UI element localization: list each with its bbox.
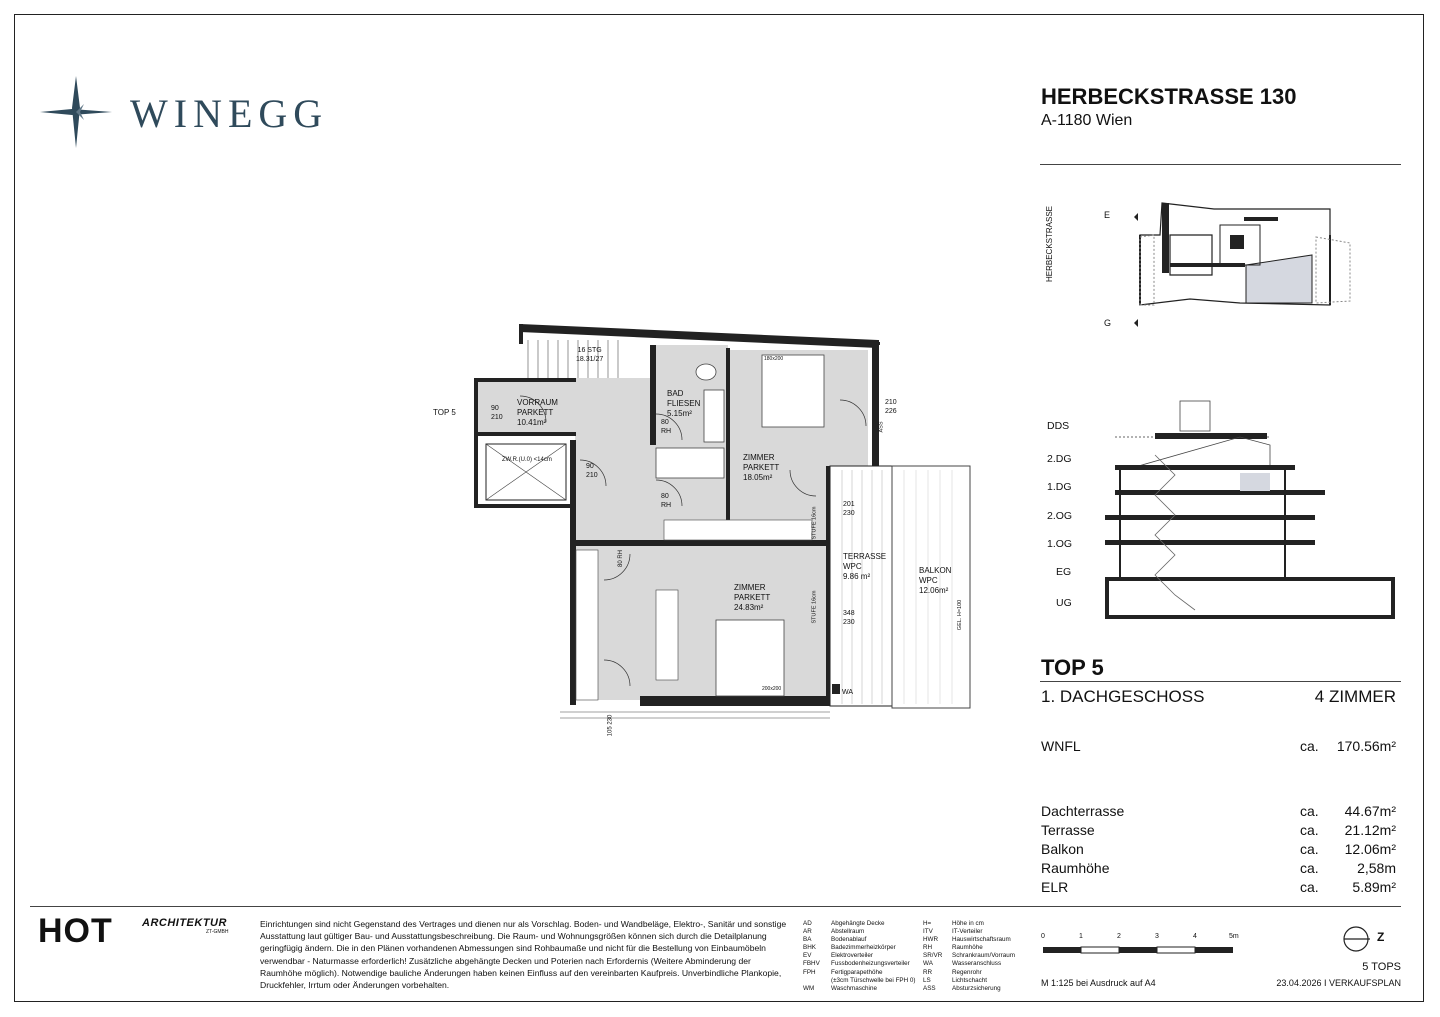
abbr-code: RR: [923, 968, 933, 976]
scale-tick: 1: [1079, 933, 1083, 940]
area-ca: ca.: [1300, 822, 1319, 838]
abbr-desc: Bodenablauf: [831, 936, 867, 944]
north-label: Z: [1377, 930, 1385, 944]
dim-height: 230: [607, 714, 614, 725]
area-ca: ca.: [1300, 841, 1319, 857]
abbr-code: EV: [803, 952, 812, 960]
abbr-left-desc: [831, 920, 916, 993]
abbr-desc: Abgehängte Decke: [831, 920, 885, 927]
scale-bar: [1040, 943, 1240, 957]
area-label: Balkon: [1041, 841, 1084, 857]
unit-divider: [1040, 681, 1401, 682]
abbr-code: WM: [803, 984, 815, 992]
abbr-desc: Raumhöhe: [952, 944, 983, 952]
scale-tick: 3: [1155, 933, 1159, 940]
unit-title: TOP 5: [1041, 655, 1104, 680]
architect-logo-sub2: ZT-GMBH: [206, 929, 229, 935]
dim-height: RH: [618, 549, 625, 559]
scale-tick: 2: [1117, 933, 1121, 940]
room-floor: WPC: [919, 576, 938, 585]
dim-height: 230: [843, 619, 855, 626]
area-value: 5.89m²: [1352, 879, 1396, 895]
abbr-desc: Wasseranschluss: [952, 960, 1002, 968]
brand-logo-text: WINEGG: [130, 91, 329, 136]
stair-dim: 18.31/27: [576, 356, 604, 363]
abbr-desc: Lichtschacht: [952, 976, 988, 984]
site-mark-g: G: [1104, 318, 1112, 328]
wa-label: WA: [842, 689, 854, 696]
room-name: BALKON: [919, 566, 952, 575]
building-section: [1095, 395, 1405, 625]
room-floor: PARKETT: [734, 593, 771, 602]
abbr-desc: IT-Verteiler: [952, 928, 983, 936]
dim-height: 230: [843, 510, 855, 517]
room-area: 9.86 m²: [843, 572, 871, 581]
level-2dg: 2.DG: [1047, 453, 1072, 465]
abbr-code: [803, 977, 820, 985]
area-label: ELR: [1041, 879, 1069, 895]
plan-top-tag: TOP 5: [433, 408, 456, 417]
area-ca: ca.: [1300, 860, 1319, 876]
stufe-label: STUFE 16cm: [811, 590, 818, 624]
stair-count: 16 STG: [577, 347, 602, 354]
room-name: ZIMMER: [734, 583, 766, 592]
tops-count: 5 TOPS: [1362, 961, 1401, 973]
abbr-code: FBHV: [803, 960, 820, 968]
abbr-code: WA: [923, 960, 933, 968]
area-row: [1041, 822, 1396, 840]
level-dds: DDS: [1047, 420, 1070, 432]
dim-width: 80: [618, 560, 625, 568]
architect-logo-sub: ARCHITEKTUR: [142, 917, 227, 929]
dim-height: 210: [491, 414, 503, 421]
dim-height: 210: [586, 472, 598, 479]
abbr-desc: Absturzsicherung: [952, 984, 1001, 992]
abbr-desc: Regenrohr: [952, 968, 982, 976]
level-eg: EG: [1056, 566, 1072, 578]
footer-divider: [30, 906, 1401, 907]
area-value: 21.12m²: [1344, 822, 1396, 838]
gel-label: GEL. H=100: [957, 599, 964, 631]
address-street: HERBECKSTRASSE 130: [1041, 84, 1297, 109]
dim-height: RH: [661, 502, 672, 509]
abbr-code: ITV: [923, 928, 933, 936]
area-label: Terrasse: [1041, 822, 1095, 838]
abbr-desc: (±3cm Türschwelle bei FPH 0): [831, 976, 916, 984]
site-mark-e: E: [1104, 210, 1111, 220]
abbr-desc: Elektroverteiler: [831, 952, 873, 960]
abbr-code: H=: [923, 920, 932, 927]
abbr-desc: Fussbodenheizungsverteiler: [831, 960, 910, 968]
unit-rooms: 4 ZIMMER: [1314, 687, 1396, 706]
room-area: 12.06m²: [919, 586, 949, 595]
room-vorraum: [517, 398, 558, 428]
dim-door: [661, 418, 671, 436]
bed-size-label: 200x200: [762, 686, 782, 692]
abbr-left-codes: [803, 920, 820, 993]
room-floor: PARKETT: [743, 463, 780, 472]
dim-door: [885, 398, 897, 416]
abbr-code: FPH: [803, 968, 816, 976]
floor-plan: [420, 315, 990, 745]
abbr-desc: Höhe in cm: [952, 920, 984, 927]
dim-width: 105: [607, 726, 614, 737]
room-floor: FLIESEN: [667, 399, 701, 408]
architect-logo: HOT: [38, 912, 113, 950]
abbr-code: ASS: [923, 984, 936, 992]
lift-label: ZW.R.(U.0) <14cm: [502, 457, 552, 463]
room-balkon: [919, 566, 951, 596]
level-1og: 1.OG: [1047, 538, 1073, 550]
header-divider: [1040, 164, 1401, 165]
site-street-label: HERBECKSTRASSE: [1045, 205, 1054, 282]
level-1dg: 1.DG: [1047, 481, 1072, 493]
area-value: 44.67m²: [1344, 803, 1396, 819]
abbr-code: AD: [803, 920, 812, 927]
area-row: [1041, 841, 1396, 859]
abbr-code: BA: [803, 936, 812, 944]
unit-floor: 1. DACHGESCHOSS: [1041, 687, 1205, 706]
dim-width: 90: [491, 405, 499, 412]
abbr-desc: Hauswirtschaftsraum: [952, 936, 1011, 944]
area-row-wnfl: [1041, 738, 1396, 756]
abbr-desc: Schrankraum/Vorraum: [952, 952, 1015, 960]
room-terrasse: [843, 552, 886, 582]
star-logo-icon: [36, 72, 116, 152]
room-area: 5.15m²: [667, 409, 692, 418]
dim-width: 80: [661, 493, 669, 500]
level-ug: UG: [1056, 597, 1072, 609]
room-name: BAD: [667, 389, 684, 398]
plan-stair: [576, 346, 603, 364]
room-zimmer-1: [743, 453, 779, 483]
dim-width: 210: [885, 399, 897, 406]
dim-height: 226: [885, 408, 897, 415]
area-row: [1041, 860, 1396, 878]
dim-door: [586, 462, 598, 480]
bed-size-label: 180x200: [764, 356, 784, 362]
area-ca: ca.: [1300, 879, 1319, 895]
scale-tick: 0: [1041, 933, 1045, 940]
ass-label: ASS: [878, 421, 885, 433]
stufe-label: STUFE 16cm: [811, 506, 818, 540]
room-area: 18.05m²: [743, 473, 773, 482]
area-ca: ca.: [1300, 738, 1319, 754]
room-name: VORRAUM: [517, 398, 558, 407]
abbr-code: SR/VR: [923, 952, 943, 960]
north-arrow-icon: [1340, 924, 1376, 954]
room-floor: WPC: [843, 562, 862, 571]
scale-tick: 5m: [1229, 933, 1239, 940]
dim-width: 90: [586, 463, 594, 470]
abbr-code: RH: [923, 944, 933, 952]
dim-door: [843, 609, 855, 627]
scale-note: M 1:125 bei Ausdruck auf A4: [1041, 978, 1156, 988]
abbr-code: AR: [803, 928, 812, 936]
dim-width: 348: [843, 610, 855, 617]
site-key-plan: [1080, 195, 1370, 335]
room-name: TERRASSE: [843, 552, 887, 561]
abbr-desc: Waschmaschine: [831, 984, 877, 992]
dim-door: [618, 550, 625, 567]
area-label: WNFL: [1041, 738, 1081, 754]
dim-width: 80: [661, 419, 669, 426]
address-city: A-1180 Wien: [1041, 112, 1133, 129]
room-bad: [667, 389, 700, 419]
area-label: Dachterrasse: [1041, 803, 1125, 819]
dim-width: 201: [843, 501, 855, 508]
level-2og: 2.OG: [1047, 510, 1073, 522]
area-value: 170.56m²: [1336, 738, 1396, 754]
area-value: 12.06m²: [1344, 841, 1396, 857]
dim-door: [491, 404, 503, 422]
abbr-code: BHK: [803, 944, 816, 952]
dim-door: [607, 715, 614, 737]
scale-tick: 4: [1193, 933, 1197, 940]
abbr-desc: Fertigparapethöhe: [831, 968, 883, 976]
room-floor: PARKETT: [517, 408, 554, 417]
abbr-desc: Badezimmerheizkörper: [831, 944, 896, 952]
area-row: [1041, 803, 1396, 821]
abbr-code: HWR: [923, 936, 939, 944]
area-label: Raumhöhe: [1041, 860, 1110, 876]
area-value: 2,58m: [1357, 860, 1396, 876]
abbr-desc: Abstellraum: [831, 928, 865, 936]
abbr-code: LS: [923, 976, 931, 984]
dim-door: [661, 492, 671, 510]
area-row: [1041, 879, 1396, 897]
dim-height: RH: [661, 428, 672, 435]
plan-date: 23.04.2026 I VERKAUFSPLAN: [1276, 978, 1401, 988]
room-name: ZIMMER: [743, 453, 775, 462]
area-ca: ca.: [1300, 803, 1319, 819]
room-area: 10.41m²: [517, 418, 547, 427]
disclaimer-text: Einrichtungen sind nicht Gegenstand des Vertrages und dienen nur als Vorschlag. Boden- und Wandbeläge, Elektro-, Sanitär und sonstige Ausstattung laut gültiger Bau- und Ausstattungsbeschreibung. Die Raum- und Wohnungsgrößen können sich durch die Detailplanung geringfügig ändern. Die in den Plänen vorhandenen Abmessungen sind Rohbaumaße und nicht für die Bestellung von Einbaumöbeln verwendbar - Naturmasse erforderlich! Zusätzliche abgehängte Decken und Poterien nach Erfordernis (Weitere Abminderung der Raumhöhe möglich). Notwendige bauliche Änderungen haben keinen Einfluss auf den vereinbarten Kaufpreis. Unverbindliche Plankopie, Druckfehler, Irrtum oder Änderungen vorbehalten.: [260, 919, 787, 991]
room-zimmer-2: [734, 583, 770, 613]
abbr-right-desc: [952, 920, 1015, 993]
room-area: 24.83m²: [734, 603, 764, 612]
abbr-right-codes: [923, 920, 942, 993]
dim-door: [843, 500, 855, 518]
